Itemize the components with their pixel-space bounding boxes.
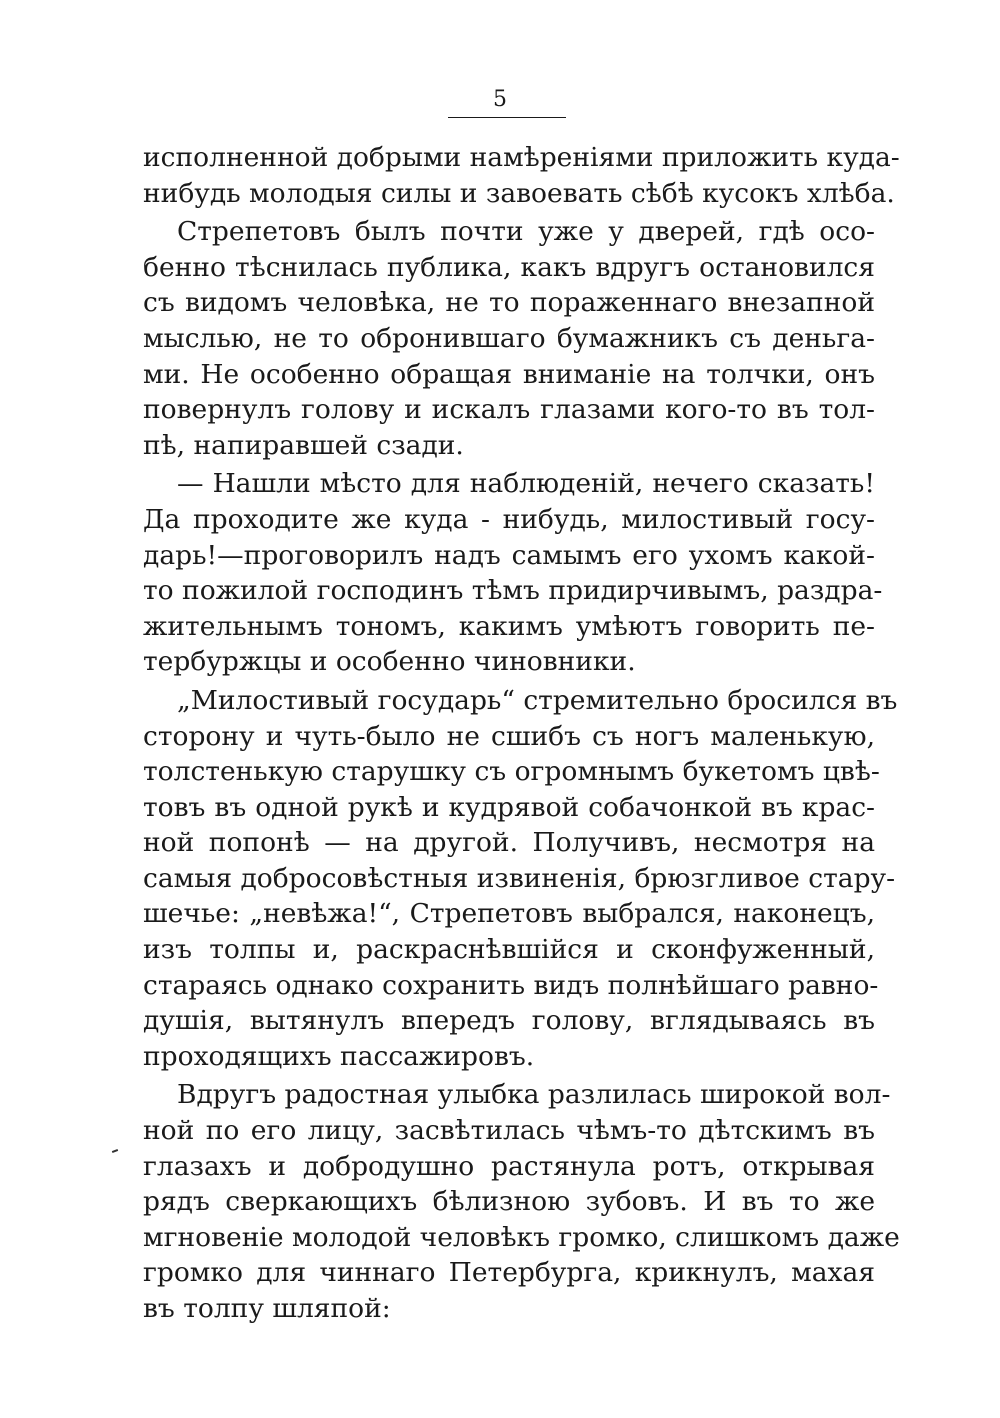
text-line: съ видомъ человѣка, не то пораженнаго внезапной: [143, 287, 875, 319]
paragraph: [143, 140, 900, 211]
text-line: Вдругъ радостная улыбка разлилась широкой вол-: [177, 1079, 891, 1111]
body-text: [143, 140, 900, 1327]
text-line: шечье: „невѣжа!“, Стрепетовъ выбрался, наконецъ,: [143, 898, 875, 930]
text-line: глазахъ и добродушно растянула ротъ, открывая: [143, 1150, 875, 1182]
text-line: проходящихъ пассажировъ.: [143, 1040, 535, 1072]
text-line: тербуржцы и особенно чиновники.: [143, 646, 636, 678]
text-line: бенно тѣснилась публика, какъ вдругъ остановился: [143, 251, 875, 283]
text-line: ной попонѣ — на другой. Получивъ, несмотря на: [143, 827, 875, 859]
page-number-rule: [448, 117, 566, 118]
text-line: ми. Не особенно обращая вниманіе на толчки, онъ: [143, 358, 875, 390]
paragraph: [143, 466, 883, 680]
text-line: повернулъ голову и искалъ глазами кого-то въ тол-: [143, 394, 875, 426]
text-line: Стрепетовъ былъ почти уже у дверей, гдѣ осо-: [177, 216, 875, 248]
paragraph: [143, 1077, 900, 1326]
text-line: самыя добросовѣстныя извиненія, брюзгливое стару-: [143, 862, 896, 894]
text-line: громко для чиннаго Петербурга, крикнулъ, махая: [143, 1257, 875, 1289]
text-line: мыслью, не то обронившаго бумажникъ съ деньга-: [143, 322, 875, 354]
text-line: мгновеніе молодой человѣкъ громко, слишкомъ даже: [143, 1221, 900, 1253]
text-line: пѣ, напиравшей сзади.: [143, 429, 464, 461]
paragraph: [143, 214, 875, 463]
text-line: толстенькую старушку съ огромнымъ букетомъ цвѣ-: [143, 756, 880, 788]
text-line: стараясь однако сохранить видъ полнѣйшаго равно-: [143, 969, 879, 1001]
text-line: рядъ сверкающихъ бѣлизною зубовъ. И въ то же: [143, 1186, 875, 1218]
text-line: нибудь молодыя силы и завоевать сѣбѣ кусокъ хлѣба.: [143, 177, 895, 209]
text-line: Да проходите же куда - нибудь, милостивый госу-: [143, 503, 875, 535]
print-speck: [112, 1149, 118, 1153]
page-number: 5: [493, 87, 507, 112]
text-line: жительнымъ тономъ, какимъ умѣютъ говорить пе-: [143, 610, 875, 642]
text-line: товъ въ одной рукѣ и кудрявой собачонкой въ крас-: [143, 791, 875, 823]
text-line: въ толпу шляпой:: [143, 1293, 391, 1324]
text-line: — Нашли мѣсто для наблюденій, нечего сказать!: [177, 468, 875, 500]
text-line: душія, вытянулъ впередъ голову, вглядываясь въ: [143, 1005, 875, 1037]
text-line: „Милостивый государь“ стремительно бросился въ: [177, 684, 898, 716]
text-line: ной по его лицу, засвѣтилась чѣмъ-то дѣтскимъ въ: [143, 1115, 875, 1147]
text-line: исполненной добрыми намѣреніями приложить куда-: [143, 142, 900, 173]
paragraph: [143, 683, 898, 1075]
text-line: дарь!—проговорилъ надъ самымъ его ухомъ какой-: [143, 539, 875, 571]
text-line: изъ толпы и, раскраснѣвшійся и сконфуженный,: [143, 934, 875, 966]
text-line: сторону и чуть-было не сшибъ съ ногъ маленькую,: [143, 720, 875, 752]
text-line: то пожилой господинъ тѣмъ придирчивымъ, раздра-: [143, 575, 883, 607]
